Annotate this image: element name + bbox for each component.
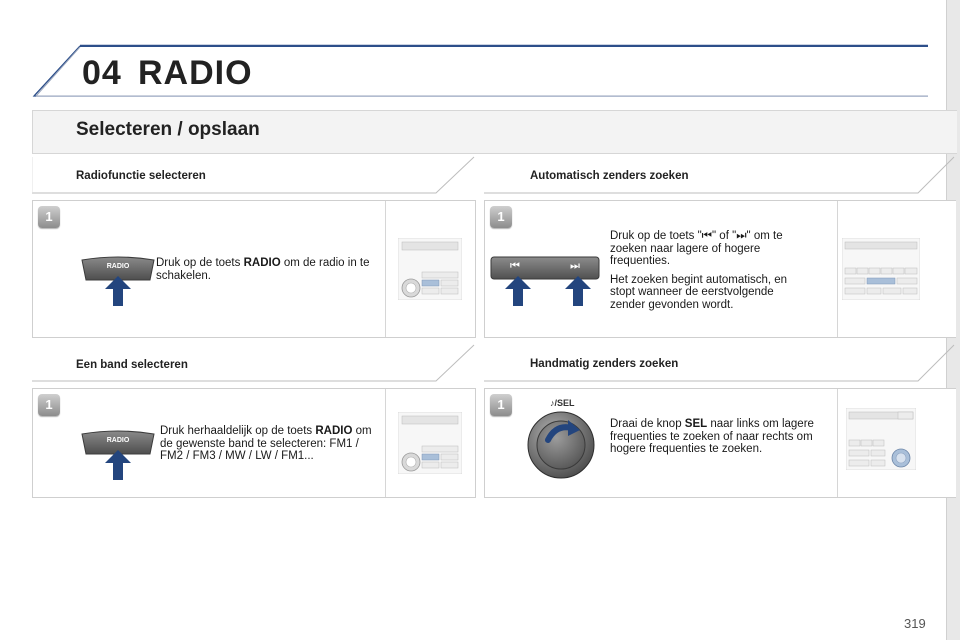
chapter-number: 04 [82, 54, 122, 92]
radio-panel-thumbnail [398, 238, 462, 300]
step-badge: 1 [38, 206, 60, 228]
step-badge: 1 [38, 394, 60, 416]
radio-key-label: RADIO [106, 263, 130, 270]
up-arrow-icon [104, 276, 132, 306]
subheading-select-band: Een band selecteren [76, 359, 188, 371]
up-arrow-icon [564, 276, 592, 306]
subheading-manual-search: Handmatig zenders zoeken [530, 358, 679, 370]
instruction-manual-search: Draai de knop SEL naar links om lagere frequenties te zoeken of naar rechts om hogere frequenties te zoeken. [610, 418, 814, 455]
step-badge: 1 [490, 394, 512, 416]
radio-panel-thumbnail [398, 412, 462, 474]
seek-previous-icon: ⏮ [510, 260, 520, 272]
seek-next-icon: ⏭ [570, 260, 580, 272]
panel-divider [385, 389, 386, 497]
chapter-title: RADIO [138, 54, 253, 92]
sel-knob-illustration [526, 410, 596, 480]
page-number: 319 [904, 616, 926, 631]
subheading-select-function: Radiofunctie selecteren [76, 170, 206, 182]
section-title: Selecteren / opslaan [76, 119, 260, 140]
up-arrow-icon [104, 450, 132, 480]
step-badge: 1 [490, 206, 512, 228]
instruction-auto-search-2: Het zoeken begint automatisch, en stopt wanneer de eerstvolgende zender gevonden wordt. [610, 273, 788, 311]
instruction-select-function: Druk op de toets RADIO om de radio in te schakelen. [156, 257, 370, 282]
sel-knob-label: ♪/SEL [550, 398, 575, 408]
radio-key-label: RADIO [106, 437, 130, 444]
panel-divider [837, 389, 838, 497]
instruction-select-band: Druk herhaaldelijk op de toets RADIO om de gewenste band te selecteren: FM1 / FM2 / FM3 / MW / LW / FM1... [160, 425, 372, 462]
instruction-auto-search-1: Druk op de toets "⏮" of "⏭" om te zoeken naar lagere of hogere frequenties. [610, 230, 783, 267]
subheading-auto-search: Automatisch zenders zoeken [530, 170, 689, 182]
up-arrow-icon [504, 276, 532, 306]
panel-divider [385, 201, 386, 337]
panel-divider [837, 201, 838, 337]
radio-panel-thumbnail [842, 238, 920, 300]
instruction-auto-search [610, 230, 800, 317]
radio-panel-thumbnail [846, 408, 916, 470]
